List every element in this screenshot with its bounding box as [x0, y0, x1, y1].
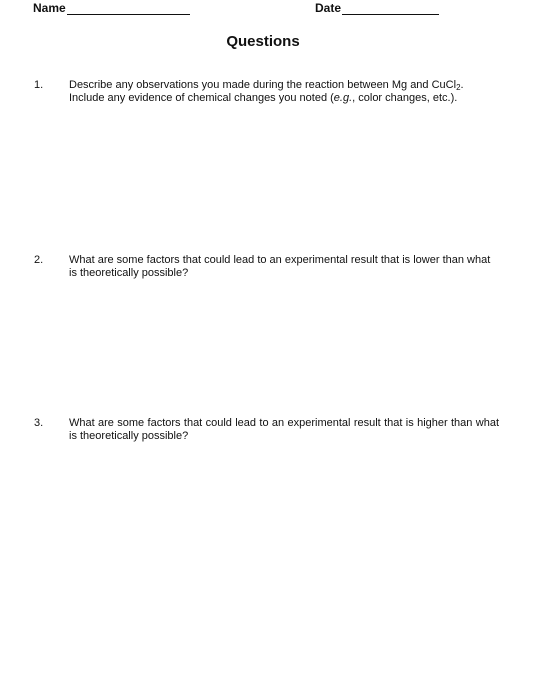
- question-1-period: .: [460, 79, 464, 91]
- question-1-eg: e.g.: [333, 92, 353, 104]
- name-label: Name: [33, 1, 66, 15]
- question-1-line2: Include any evidence of chemical changes you noted (: [69, 92, 334, 104]
- question-text: What are some factors that could lead to an experimental result that is lower than what is theoretically possible?: [69, 254, 491, 279]
- question-number: 1.: [34, 79, 44, 91]
- question-number: 3.: [34, 417, 44, 429]
- date-label: Date: [315, 1, 342, 15]
- name-blank-line[interactable]: [67, 4, 190, 15]
- page-title: Questions: [226, 33, 300, 50]
- question-number: 2.: [34, 254, 44, 266]
- question-text: [69, 79, 499, 105]
- question-text: What are some factors that could lead to an experimental result that is higher than what is theoretically possible?: [69, 417, 499, 442]
- subscript-2: 2: [456, 83, 461, 92]
- question-1-line1: Describe any observations you made during the reaction between Mg and CuCl: [69, 79, 457, 91]
- question-1-line2-end: , color changes, etc.).: [352, 92, 458, 104]
- date-field[interactable]: [315, 1, 439, 15]
- date-blank-line[interactable]: [342, 4, 439, 15]
- name-field[interactable]: [33, 1, 190, 15]
